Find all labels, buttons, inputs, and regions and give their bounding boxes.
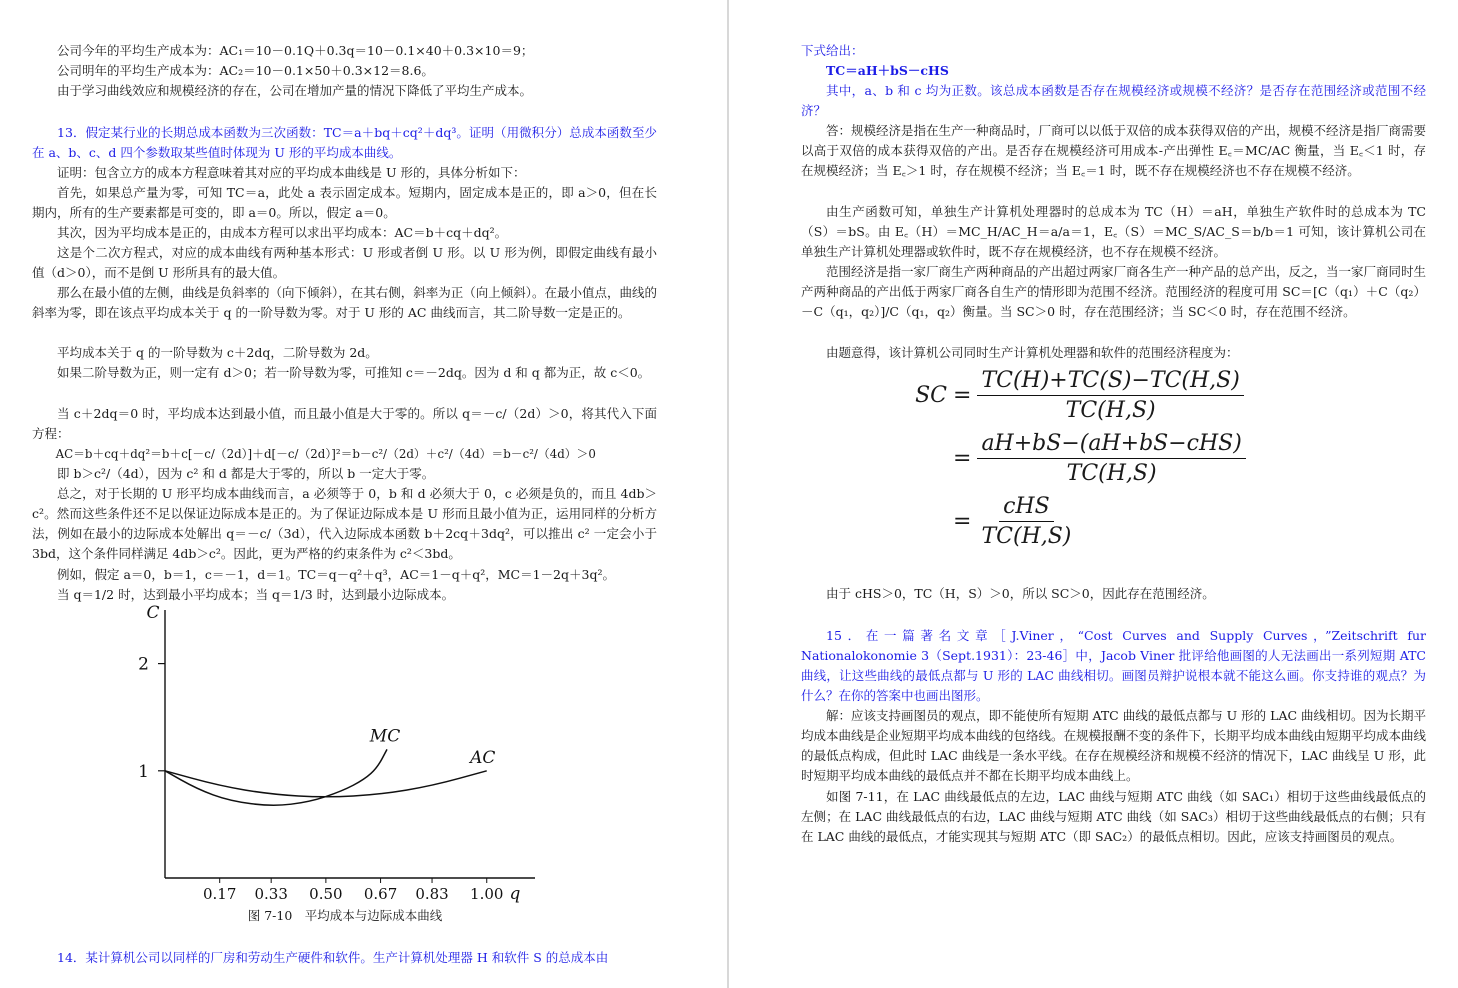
proof-para-4: 那么在最小值的左侧，曲线是负斜率的（向下倾斜），在其右侧，斜率为正（向上倾斜）。在最小值点，曲线的斜率为零，即在该点平均成本关于 q 的一阶导数为零。对于 U 形的 AC 曲线而言，其二阶导数一定是正的。 bbox=[32, 285, 658, 320]
solution-para-1: 解：应该支持画图员的观点，即不能使所有短期 ATC 曲线的最低点都与 U 形的 LAC 曲线相切。因为长期平均成本曲线是企业短期平均成本曲线的包络线。在规模报酬不变的条件下，长期平均成本曲线由短期平均成本曲线的最低点构成，但此时 LAC 曲线是一条水平线。在存在规模经济和规模不经济的情况下，LAC 曲线呈 U 形，此时短期平均成本曲线的最低点并不都在长期平均成本曲线上。 bbox=[801, 708, 1427, 783]
answer-para-3: 范围经济是指一家厂商生产两种商品的产出超过两家厂商各生产一种产品的总产出，反之，当一家厂商同时生产两种商品的产出低于两家厂商各自生产的情形即为范围不经济。范围经济的程度可用 SC＝[C（q₁）＋C（q₂）－C（q₁，q₂）]/C（q₁，q₂）衡量。当 SC＞0 时，存在范围经济；当 SC＜0 时，存在范围不经济。 bbox=[801, 264, 1427, 319]
q14-formula: TC＝aH＋bS－cHS bbox=[826, 63, 949, 78]
y-axis-label: C bbox=[146, 603, 160, 623]
x-tick-label: 0.17 bbox=[202, 885, 237, 903]
answer-para-1: 答：规模经济是指在生产一种商品时，厂商可以以低于双倍的成本获得双倍的产出，规模不经济是指厂商需要以高于双倍的成本获得双倍的产出。是否存在规模经济可用成本-产出弹性 E꜀＝MC/AC 衡量，当 E꜀＜1 时，存在规模经济；当 E꜀＞1 时，存在规模不经济；当 E꜀＝1 时，既不存在规模经济也不存在规模不经济。 bbox=[801, 123, 1427, 178]
proof-para-3: 这是个二次方程式，对应的成本曲线有两种基本形式：U 形或者倒 U 形。以 U 形为例，即假定曲线有最小值（d＞0），而不是倒 U 形所具有的最大值。 bbox=[32, 245, 657, 280]
x-tick-label: 0.67 bbox=[363, 885, 398, 903]
proof-para-9: 即 b＞c²/（4d），因为 c² 和 d 都是大于零的，所以 b 一定大于零。 bbox=[57, 466, 435, 481]
proof-para-1: 首先，如果总产量为零，可知 TC＝a，此处 a 表示固定成本。短期内，固定成本是正的，即 a＞0，但在长期内，所有的生产要素都是可变的，即 a＝0。所以，假定 a＝0。 bbox=[32, 185, 657, 220]
proof-para-7: 当 c＋2dq＝0 时，平均成本达到最小值，而且最小值是大于零的。所以 q＝－c/（2d）＞0，将其代入下面方程： bbox=[32, 406, 657, 441]
proof-para-6: 如果二阶导数为正，则一定有 d＞0；若一阶导数为零，可推知 c＝－2dq。因为 d 和 q 都为正，故 c＜0。 bbox=[57, 365, 651, 380]
question-15: 15．在一篇著名文章［J.Viner，“Cost Curves and Supply Curves，”Zeitschrift fur Nationalokonomie 3（Sept.1931）：23-46］中，Jacob Viner 批评给他画图的人无法画出一系列短期 ATC 曲线，让这些曲线的最低点都与 U 形的 LAC 曲线相切。画图员辩护说根本就不能这么画。你支持谁的观点？为什么？在你的答案中也画出图形。 bbox=[801, 628, 1426, 703]
left-page bbox=[0, 0, 727, 988]
right-page bbox=[729, 0, 1458, 988]
sc-equation-row-3 bbox=[899, 494, 1246, 549]
x-tick-label: 0.33 bbox=[254, 885, 288, 903]
sc-equation bbox=[899, 368, 1246, 549]
curve-label-ac: AC bbox=[470, 747, 496, 768]
answer-para-4: 由题意得，该计算机公司同时生产计算机处理器和软件的范围经济程度为： bbox=[826, 345, 1239, 360]
q14-question: 其中，a、b 和 c 均为正数。该总成本函数是否存在规模经济或规模不经济？是否存在范围经济或范围不经济？ bbox=[801, 83, 1426, 118]
x-tick-label: 0.83 bbox=[415, 885, 449, 903]
fraction-1-numerator: TC(H)+TC(S)−TC(H,S) bbox=[977, 368, 1243, 396]
fraction-2-numerator: aH+bS−(aH+bS−cHS) bbox=[977, 431, 1245, 459]
fraction-1 bbox=[977, 368, 1243, 423]
fraction-3 bbox=[977, 494, 1075, 549]
conclusion: 由于 cHS＞0，TC（H，S）＞0，所以 SC＞0，因此存在范围经济。 bbox=[826, 586, 1215, 601]
text-line-ac1: 公司今年的平均生产成本为：AC₁＝10－0.1Q＋0.3q＝10－0.1×40＋0.3×10＝9； bbox=[57, 43, 534, 58]
y-tick-label: 1 bbox=[138, 761, 149, 782]
curve-label-mc: MC bbox=[369, 726, 401, 747]
proof-minimum: 当 q＝1/2 时，达到最小平均成本；当 q＝1/3 时，达到最小边际成本。 bbox=[57, 587, 455, 602]
x-axis-label: q bbox=[509, 884, 521, 904]
sc-equation-row-2 bbox=[899, 431, 1246, 486]
curve-ac bbox=[165, 771, 487, 797]
answer-para-2: 由生产函数可知，单独生产计算机处理器时的总成本为 TC（H）＝aH，单独生产软件时的总成本为 TC（S）＝bS。由 E꜀（H）＝MC_H/AC_H＝a/a＝1，E꜀（S）＝MC_S/AC_S＝b/b＝1 可知，该计算机公司在单独生产计算机处理器或软件时，既不存在规模经济，也不存在规模不经济。 bbox=[801, 204, 1426, 259]
sc-lhs: SC bbox=[915, 383, 947, 408]
cost-curves-chart bbox=[125, 600, 555, 905]
equals-sign: = bbox=[953, 446, 972, 471]
solution-para-2: 如图 7-11，在 LAC 曲线最低点的左边，LAC 曲线与短期 ATC 曲线（如 SAC₁）相切于这些曲线最低点的左侧；在 LAC 曲线最低点的右边，LAC 曲线与短期 ATC 曲线（如 SAC₃）相切于这些曲线最低点的右侧；只有在 LAC 曲线的最低点，才能实现其与短期 ATC（即 SAC₂）的最低点相切。因此，应该支持画图员的观点。 bbox=[801, 789, 1426, 844]
question-14: 14．某计算机公司以同样的厂房和劳动生产硬件和软件。生产计算机处理器 H 和软件 S 的总成本由 bbox=[57, 950, 609, 965]
x-tick-label: 1.00 bbox=[470, 885, 504, 903]
curve-mc bbox=[165, 749, 387, 805]
text-line-ac2: 公司明年的平均生产成本为：AC₂＝10－0.1×50＋0.3×12＝8.6。 bbox=[57, 63, 434, 78]
fraction-2 bbox=[977, 431, 1245, 486]
text-line-summary: 由于学习曲线效应和规模经济的存在，公司在增加产量的情况下降低了平均生产成本。 bbox=[57, 83, 533, 98]
question-13: 13．假定某行业的长期总成本函数为三次函数：TC＝a＋bq＋cq²＋dq³。证明（用微积分）总成本函数至少在 a、b、c、d 四个参数取某些值时体现为 U 形的平均成本曲线。 bbox=[32, 125, 657, 160]
y-tick-label: 2 bbox=[138, 654, 149, 675]
fraction-2-denominator: TC(H,S) bbox=[1066, 461, 1157, 486]
proof-para-2: 其次，因为平均成本是正的，由成本方程可以求出平均成本：AC＝b＋cq＋dq²。 bbox=[57, 225, 508, 240]
sc-equation-row-1 bbox=[899, 368, 1246, 423]
q14-intro: 下式给出： bbox=[801, 43, 864, 58]
figure-caption: 图 7-10 平均成本与边际成本曲线 bbox=[247, 908, 443, 923]
equals-sign: = bbox=[953, 383, 972, 408]
equals-sign: = bbox=[953, 509, 972, 534]
proof-equation-ac: AC＝b＋cq＋dq²＝b＋c[－c/（2d）]＋d[－c/（2d）]²＝b－c²/（2d）＋c²/（4d）＝b－c²/（4d）＞0 bbox=[55, 447, 596, 461]
fraction-3-denominator: TC(H,S) bbox=[981, 524, 1072, 549]
proof-para-10: 总之，对于长期的 U 形平均成本曲线而言，a 必须等于 0，b 和 d 必须大于 0，c 必须是负的，而且 4db＞c²。然而这些条件还不足以保证边际成本是正的。为了保证边际成本是 U 形而且最小值为正，运用同样的分析方法，例如在最小的边际成本处解出 q＝－c/（3d），代入边际成本函数 b＋2cq＋3dq²，可以推出 c² 一定会小于 3bd，这个条件同样满足 4db＞c²。因此，更为严格的约束条件为 c²＜3bd。 bbox=[32, 486, 657, 561]
fraction-1-denominator: TC(H,S) bbox=[1065, 398, 1156, 423]
proof-para-5: 平均成本关于 q 的一阶导数为 c＋2dq，二阶导数为 2d。 bbox=[57, 345, 378, 360]
fraction-3-numerator: cHS bbox=[999, 494, 1054, 522]
proof-example: 例如，假定 a＝0，b＝1，c＝－1，d＝1。TC＝q－q²＋q³，AC＝1－q＋q²，MC＝1－2q＋3q²。 bbox=[57, 567, 615, 582]
x-tick-label: 0.50 bbox=[309, 885, 343, 903]
proof-intro: 证明：包含立方的成本方程意味着其对应的平均成本曲线是 U 形的，具体分析如下： bbox=[57, 165, 526, 180]
